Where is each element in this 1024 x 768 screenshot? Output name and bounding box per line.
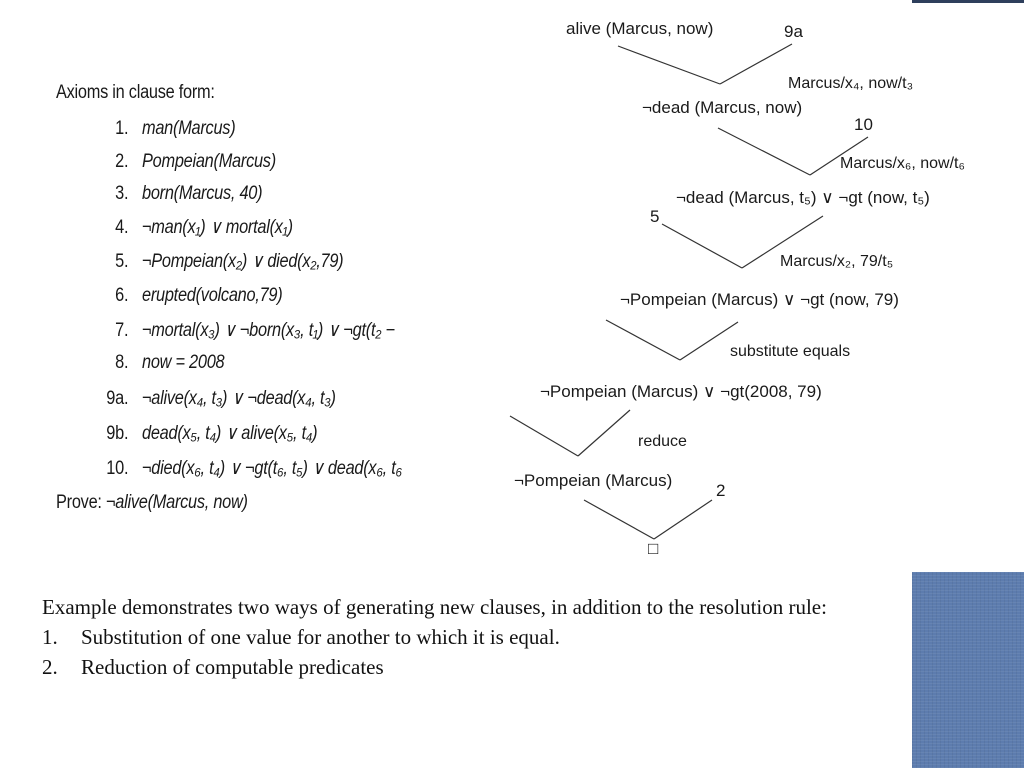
tree-axiom-ref-2: 10	[854, 115, 873, 134]
axiom-item	[56, 250, 343, 273]
axiom-clause: ¬Pompeian(x₂) ∨ died(x₂,79)	[142, 251, 344, 272]
tree-edge	[584, 500, 654, 539]
caption-intro: Example demonstrates two ways of generating new clauses, in addition to the resolution rule:	[42, 595, 827, 619]
tree-clause-6: ¬Pompeian (Marcus)	[514, 471, 673, 490]
axiom-number: 4.	[115, 217, 129, 238]
prove-label: Prove:	[56, 492, 102, 513]
axiom-item	[56, 457, 402, 480]
axiom-clause: dead(x₅, t₄) ∨ alive(x₅, t₄)	[142, 423, 318, 444]
axiom-clause: now = 2008	[142, 352, 225, 373]
axiom-number: 1.	[115, 118, 129, 139]
tree-step-substitute: substitute equals	[730, 343, 851, 360]
caption-item-text: Substitution of one value for another to which it is equal.	[81, 625, 560, 649]
axiom-number: 2.	[115, 151, 129, 172]
axiom-clause: man(Marcus)	[142, 118, 236, 139]
prove-goal: ¬alive(Marcus, now)	[105, 492, 248, 513]
tree-edge	[654, 500, 712, 539]
axiom-item	[56, 387, 336, 410]
axiom-number: 8.	[115, 352, 129, 373]
tree-substitution-1: Marcus/x₄, now/t₃	[788, 75, 914, 92]
axiom-clause: ¬mortal(x₃) ∨ ¬born(x₃, t₁) ∨ ¬gt(t₂ −	[142, 320, 395, 341]
caption-item-number: 2.	[42, 655, 58, 679]
tree-step-reduce: reduce	[638, 433, 687, 450]
axiom-clause: born(Marcus, 40)	[142, 183, 263, 204]
axiom-number: 7.	[115, 320, 129, 341]
tree-axiom-ref-3: 5	[650, 207, 660, 226]
tree-edge	[578, 410, 630, 456]
tree-edge	[606, 320, 680, 360]
axiom-clause: Pompeian(Marcus)	[142, 151, 276, 172]
axiom-number: 5.	[115, 251, 129, 272]
tree-axiom-ref-1: 9a	[784, 22, 803, 41]
prove-statement	[56, 492, 248, 514]
tree-edge	[718, 128, 810, 175]
axiom-item	[56, 352, 224, 374]
caption-list-item	[42, 622, 902, 652]
tree-empty-clause: □	[648, 539, 659, 558]
axiom-item	[56, 285, 282, 307]
axiom-clause: erupted(volcano,79)	[142, 285, 283, 306]
tree-clause-2: ¬dead (Marcus, now)	[642, 98, 803, 117]
caption-list	[42, 622, 902, 682]
tree-edge	[618, 46, 720, 84]
axiom-item	[56, 183, 262, 205]
axiom-item	[56, 319, 395, 342]
tree-clause-1: alive (Marcus, now)	[566, 19, 714, 38]
axioms-heading: Axioms in clause form:	[56, 82, 215, 103]
axiom-item	[56, 118, 235, 140]
caption-item-text: Reduction of computable predicates	[81, 655, 384, 679]
axiom-item	[56, 216, 293, 239]
axiom-item	[56, 422, 317, 445]
axiom-clause: ¬alive(x₄, t₃) ∨ ¬dead(x₄, t₃)	[142, 388, 336, 409]
top-accent-bar	[912, 0, 1024, 3]
axiom-clause: ¬died(x₆, t₄) ∨ ¬gt(t₆, t₅) ∨ dead(x₆, t₆	[142, 458, 402, 479]
axiom-clause: ¬man(x₁) ∨ mortal(x₁)	[142, 217, 293, 238]
tree-edge	[510, 416, 578, 456]
tree-edge	[662, 224, 742, 268]
resolution-tree	[470, 0, 965, 560]
tree-substitution-3: Marcus/x₂, 79/t₅	[780, 253, 894, 270]
axiom-number: 10.	[106, 458, 129, 479]
tree-clause-5: ¬Pompeian (Marcus) ∨ ¬gt(2008, 79)	[540, 382, 822, 401]
axiom-item	[56, 151, 276, 173]
caption-list-item	[42, 652, 902, 682]
tree-edge	[720, 44, 792, 84]
caption-item-number: 1.	[42, 625, 58, 649]
axiom-number: 9b.	[106, 423, 129, 444]
tree-clause-3: ¬dead (Marcus, t₅) ∨ ¬gt (now, t₅)	[676, 188, 930, 207]
axiom-number: 6.	[115, 285, 129, 306]
axiom-number: 3.	[115, 183, 129, 204]
decorative-side-panel	[912, 572, 1024, 768]
tree-clause-4: ¬Pompeian (Marcus) ∨ ¬gt (now, 79)	[620, 290, 899, 309]
tree-substitution-2: Marcus/x₆, now/t₆	[840, 155, 965, 172]
tree-axiom-ref-6: 2	[716, 481, 726, 500]
axioms-panel	[56, 80, 402, 520]
caption-block	[42, 592, 902, 682]
axiom-number: 9a.	[106, 388, 129, 409]
